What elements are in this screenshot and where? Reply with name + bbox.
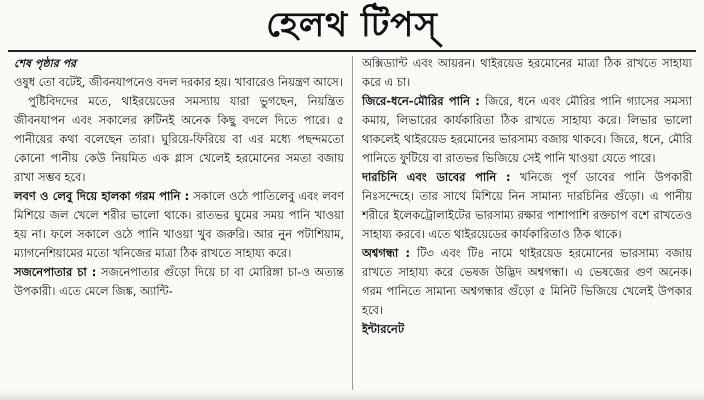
paragraph-salt-lemon (14, 187, 344, 263)
paragraph-moringa-cont: অক্সিড্যান্ট এবং আয়রন। থাইরয়েড হরমোনের মাত্রা ঠিক রাখতে সাহায্য করে এ চা। (362, 56, 692, 89)
column-divider (352, 56, 353, 390)
bottom-edge (0, 390, 704, 400)
paragraph-moringa (14, 263, 344, 301)
paragraph-cinnamon (362, 168, 692, 244)
body-cinnamon: খনিজে পূর্ণ ডাবের পানি উপকারী নিঃসন্দেহে। তার সাথে মিশিয়ে নিন সামান্য দারচিনির গুঁড়ো। এ পানীয় শরীরে ইলেকট্রোলাইটের ভারসাম্য রক্ষার পাশাপাশি রক্তচাপ বশে রাখতেও সাহায্য করবে। এতে থাইরয়েডের কার্যকারিতাও ঠিক থাকে। (362, 170, 692, 241)
subhead-ashwagandha: অশ্বগন্ধা : (362, 246, 411, 260)
body-cumin: জিরে, ধনে এবং মৌরির পানি গ্যাসের সমস্যা কমায়, লিভারের কার্যকারিতা ঠিক রাখতে সাহায্য করে। লিভার ভালো থাকলেই থাইরয়েড হরমোনের ভারসাম্য বজায় থাকবে। জিরে, ধনে, মৌরি পানিতে ফুটিয়ে বা রাতভর ভিজিয়ে সেই পানি খাওয়া যেতে পারে। (362, 94, 692, 165)
column-right (362, 54, 692, 339)
body-salt-lemon: সকালে ওঠে পাতিলেবু এবং লবণ মিশিয়ে জল খেলে শরীর ভালো থাকে। রাতভর ঘুমের সময় পানি খাওয়া হয় না। ফলে সকালে ওঠে পানি খাওয়া খুব জরুরি। আর নুন পটাশিয়াম, ম্যাগনেশিয়ামের মতো খনিজের মাত্রা ঠিক রাখতে সাহায্য করে। (14, 189, 344, 260)
body-ashwagandha: টি৩ এবং টি৪ নামে থাইরয়েড হরমোনের ভারসাম্য বজায় রাখতে সাহায্য করে ভেষজ উদ্ভিদ অশ্বগন্ধা। এ ভেষজের গুণ অনেক। গরম পানিতে সামান্য অশ্বগন্ধার গুঁড়ো ৫ মিনিট ভিজিয়ে খেলেই উপকার হবে। (362, 246, 692, 317)
paragraph-ashwagandha (362, 244, 692, 320)
subhead-cumin: জিরে-ধনে-মৌরির পানি : (362, 94, 480, 108)
subhead-salt-lemon: লবণ ও লেবু দিয়ে হালকা গরম পানি : (14, 189, 190, 203)
paragraph-cumin (362, 92, 692, 168)
masthead (0, 0, 704, 50)
body-moringa: সজনেপাতার গুঁড়ো দিয়ে চা বা মোরিঙ্গা চা-ও অত্যন্ত উপকারী। এতে মেলে জিঙ্ক, অ্যান্টি- (14, 265, 344, 298)
subhead-cinnamon: দারচিনি এবং ডাবের পানি : (362, 170, 511, 184)
title-rule (8, 50, 696, 52)
column-left (14, 54, 344, 301)
continued-label: শেষ পৃষ্ঠার পর (14, 57, 77, 70)
page-title: হেলথ টিপস্‌ (266, 5, 438, 45)
paragraph-nutritionist: পুষ্টিবিদদের মতে, থাইরয়েডের সমস্যায় যারা ভুগছেন, নিয়ন্ত্রিত জীবনযাপন এবং সকালের রুটিনই অনেক কিছু বদলে দিতে পারে। ৫ পানীয়ের কথা বলেছেন তারা। ঘুরিয়ে-ফিরিয়ে বা এর মধ্যে পছন্দমতো কোনো পানীয় কেউ নিয়মিত এক গ্লাস খেলেই হরমোনের সমতা বজায় রাখা সম্ভব হবে। (14, 94, 344, 184)
subhead-moringa: সজনেপাতার চা : (14, 265, 97, 279)
paragraph-intro: ওষুধ তো বটেই, জীবনযাপনেও বদল দরকার হয়। খাবারেও নিয়ন্ত্রণ আসে। (14, 75, 343, 89)
source-credit: ইন্টারনেট (362, 322, 405, 336)
